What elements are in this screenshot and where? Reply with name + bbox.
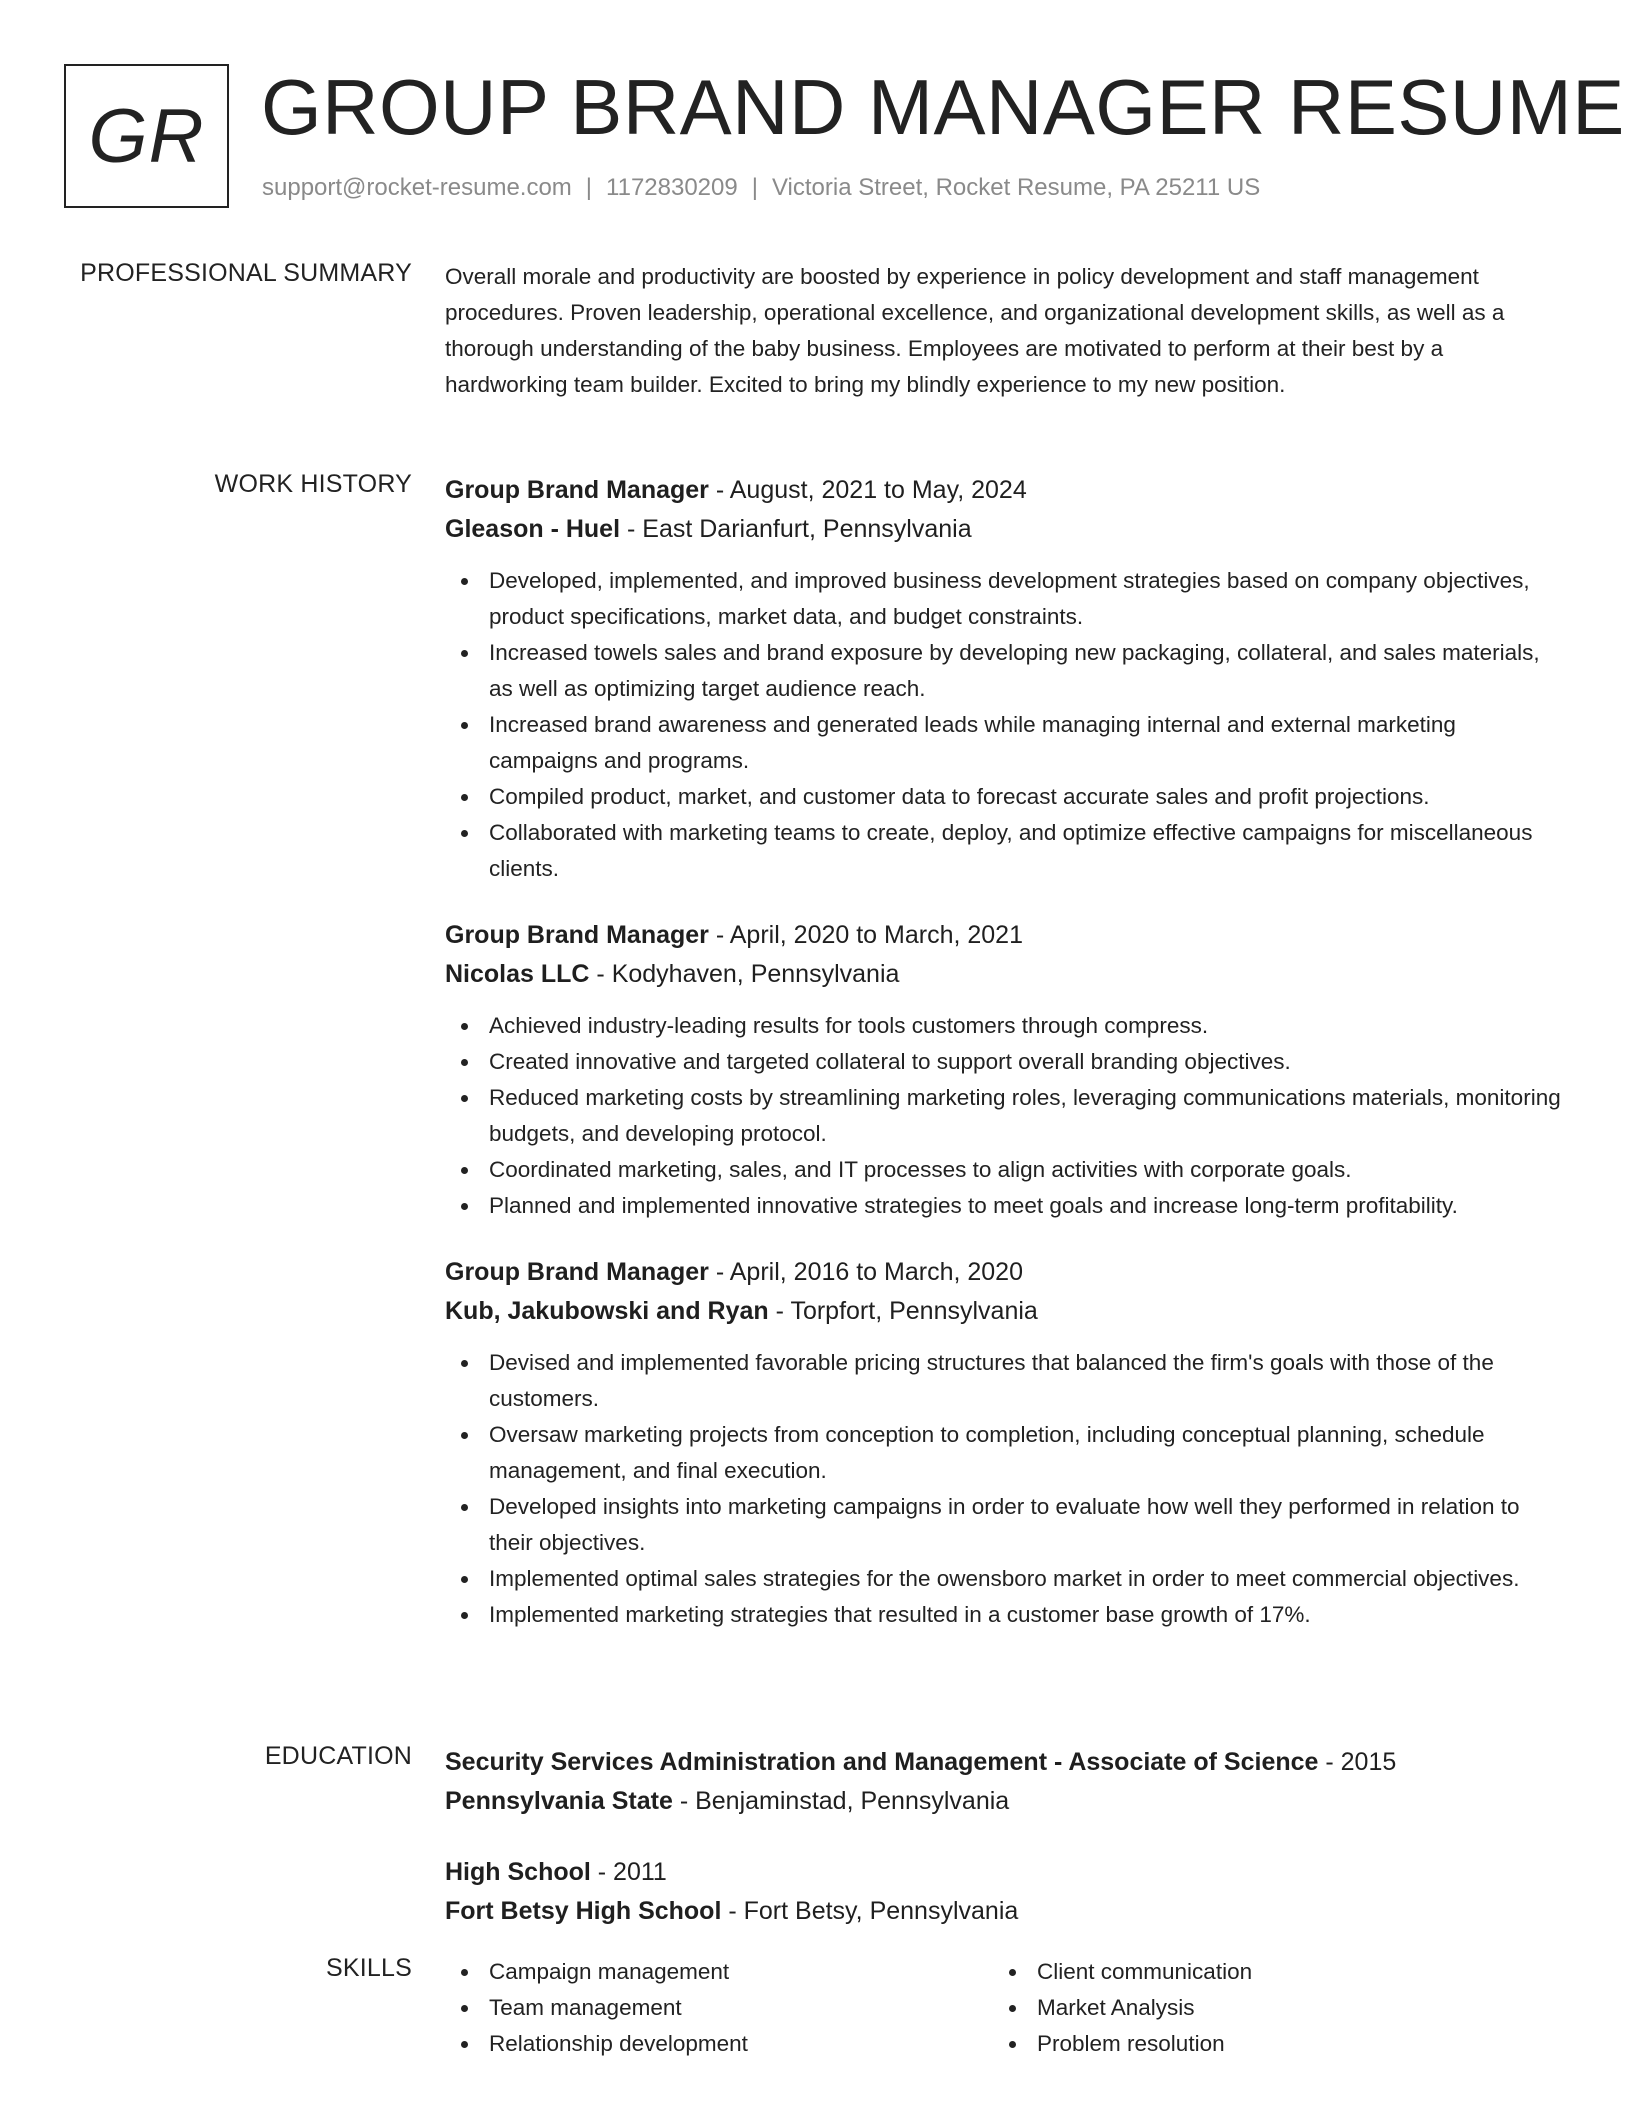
- contact-line: [262, 174, 1260, 202]
- job-bullet: Oversaw marketing projects from conception to completion, including conceptual planning, schedule management, and final execution.: [445, 1417, 1565, 1489]
- job-location: - Kodyhaven, Pennsylvania: [589, 960, 900, 988]
- skill-item: Problem resolution: [993, 2026, 1541, 2062]
- section-label-education: EDUCATION: [264, 1742, 412, 1770]
- job-dates: - August, 2021 to May, 2024: [708, 476, 1027, 504]
- job-bullet: Developed insights into marketing campaigns in order to evaluate how well they performed in relation to their objectives.: [445, 1489, 1565, 1561]
- job-bullets: [445, 1345, 1565, 1633]
- job-title-line: [445, 915, 1565, 955]
- job-entry: [445, 470, 1565, 887]
- section-label-skills: SKILLS: [326, 1954, 412, 1982]
- education-entry: [445, 1742, 1565, 1820]
- education-school: Pennsylvania State: [445, 1787, 673, 1815]
- education-entry: [445, 1852, 1565, 1930]
- section-label-summary: PROFESSIONAL SUMMARY: [80, 259, 412, 287]
- education-year: - 2011: [590, 1858, 667, 1886]
- job-bullet: Collaborated with marketing teams to create, deploy, and optimize effective campaigns for miscellaneous clients.: [445, 815, 1565, 887]
- job-company-line: [445, 1292, 1565, 1330]
- education-degree-line: [445, 1742, 1565, 1782]
- job-title: Group Brand Manager: [445, 921, 709, 949]
- education-degree: High School: [445, 1858, 591, 1886]
- job-bullets: [445, 1008, 1565, 1224]
- skill-item: Relationship development: [445, 2026, 993, 2062]
- job-bullet: Achieved industry-leading results for tools customers through compress.: [445, 1008, 1565, 1044]
- job-company-line: [445, 510, 1565, 548]
- education-location: - Benjaminstad, Pennsylvania: [672, 1787, 1010, 1815]
- job-location: - Torpfort, Pennsylvania: [768, 1297, 1038, 1325]
- job-bullet: Coordinated marketing, sales, and IT processes to align activities with corporate goals.: [445, 1152, 1565, 1188]
- skill-item: Campaign management: [445, 1954, 993, 1990]
- job-bullet: Planned and implemented innovative strategies to meet goals and increase long-term profitability.: [445, 1188, 1565, 1224]
- job-dates: - April, 2020 to March, 2021: [708, 921, 1023, 949]
- resume-header: [64, 63, 1625, 214]
- job-title-line: [445, 1252, 1565, 1292]
- skill-item: Market Analysis: [993, 1990, 1541, 2026]
- contact-separator: |: [585, 174, 593, 201]
- education-degree-line: [445, 1852, 1565, 1892]
- job-bullet: Devised and implemented favorable pricing structures that balanced the firm's goals with those of the customers.: [445, 1345, 1565, 1417]
- job-entry: [445, 915, 1565, 1224]
- education-school-line: [445, 1892, 1565, 1930]
- job-bullet: Implemented optimal sales strategies for the owensboro market in order to meet commercial objectives.: [445, 1561, 1565, 1597]
- job-bullet: Increased brand awareness and generated leads while managing internal and external marketing campaigns and programs.: [445, 707, 1565, 779]
- summary-text: Overall morale and productivity are boosted by experience in policy development and staff management procedures. Proven leadership, operational excellence, and organizational development skills, as well as a thorough understanding of the baby business. Employees are motivated to perform at their best by a hardworking team builder. Excited to bring my blindly experience to my new position.: [445, 264, 1505, 397]
- job-bullet: Increased towels sales and brand exposure by developing new packaging, collateral, and sales materials, as well as optimizing target audience reach.: [445, 635, 1565, 707]
- education-degree: Security Services Administration and Management - Associate of Science: [445, 1748, 1319, 1776]
- job-dates: - April, 2016 to March, 2020: [708, 1258, 1023, 1286]
- contact-phone[interactable]: 1172830209: [606, 174, 738, 201]
- job-bullet: Reduced marketing costs by streamlining marketing roles, leveraging communications materials, monitoring budgets, and developing protocol.: [445, 1080, 1565, 1152]
- education-school-line: [445, 1782, 1565, 1820]
- job-title-line: [445, 470, 1565, 510]
- resume-title: GROUP BRAND MANAGER RESUME: [261, 63, 1625, 151]
- job-bullets: [445, 563, 1565, 887]
- skill-item: Team management: [445, 1990, 993, 2026]
- contact-separator: |: [751, 174, 758, 201]
- education-year: - 2015: [1318, 1748, 1397, 1776]
- job-entry: [445, 1252, 1565, 1633]
- job-company-line: [445, 955, 1565, 993]
- job-company: Kub, Jakubowski and Ryan: [445, 1297, 769, 1325]
- job-location: - East Darianfurt, Pennsylvania: [620, 515, 972, 543]
- job-company: Nicolas LLC: [445, 960, 590, 988]
- contact-address: Victoria Street, Rocket Resume, PA 25211 US: [771, 174, 1261, 201]
- contact-email[interactable]: support@rocket-resume.com: [262, 174, 572, 201]
- job-bullet: Developed, implemented, and improved business development strategies based on company objectives, product specifications, market data, and budget constraints.: [445, 563, 1565, 635]
- monogram-logo: GR: [64, 64, 229, 208]
- job-company: Gleason - Huel: [445, 515, 621, 543]
- skills-grid: [445, 1954, 1565, 2062]
- job-bullet: Created innovative and targeted collateral to support overall branding objectives.: [445, 1044, 1565, 1080]
- job-title: Group Brand Manager: [445, 1258, 709, 1286]
- skill-item: Client communication: [993, 1954, 1541, 1990]
- job-title: Group Brand Manager: [445, 476, 709, 504]
- education-school: Fort Betsy High School: [445, 1897, 722, 1925]
- section-label-work-history: WORK HISTORY: [214, 470, 412, 498]
- skills-column-left: [445, 1954, 993, 2062]
- job-bullet: Compiled product, market, and customer data to forecast accurate sales and profit projections.: [445, 779, 1565, 815]
- skills-column-right: [993, 1954, 1541, 2062]
- education-location: - Fort Betsy, Pennsylvania: [721, 1897, 1019, 1925]
- job-bullet: Implemented marketing strategies that resulted in a customer base growth of 17%.: [445, 1597, 1565, 1633]
